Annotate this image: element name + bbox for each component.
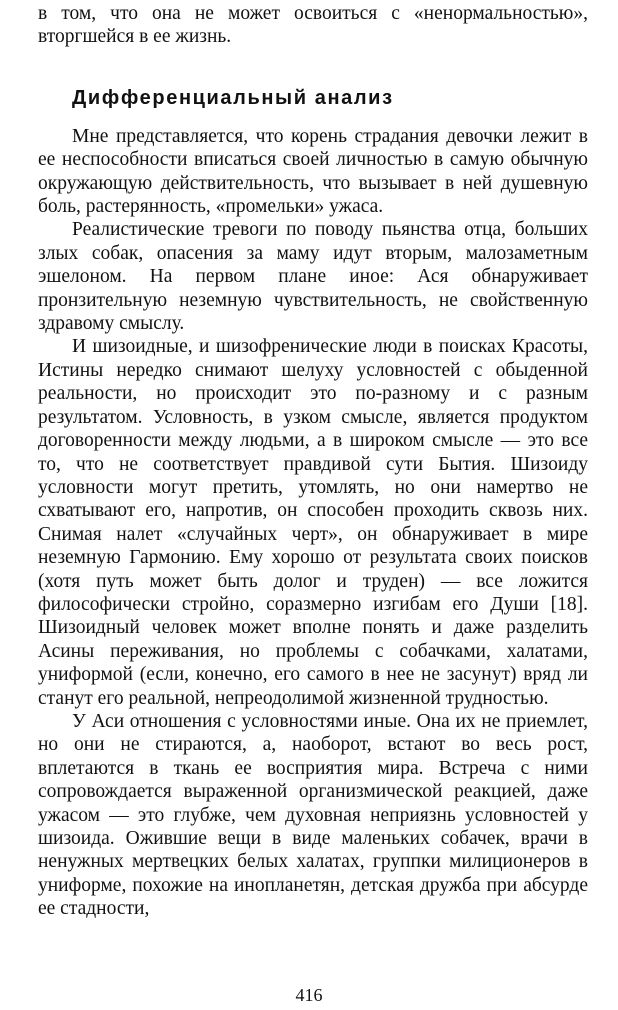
book-page [38, 0, 588, 1010]
paragraph: И шизоидные, и шизофренические люди в поисках Красоты, Истины нередко снимают шелуху условностей с обыденной реальности, но происходит это по-разному и с разным результатом. Условность, в узком смысле, является продуктом договоренности между людьми, а в широком смысле — это все то, что не соответствует правдивой сути Бытия. Шизоиду условности могут претить, утомлять, но они намертво не схватывают его, напротив, он способен проходить сквозь них. Снимая налет «случайных черт», он обнаруживает в мире неземную Гармонию. Ему хорошо от результата своих поисков (хотя путь может быть долог и труден) — все ложится философически стройно, соразмерно изгибам его Души [18]. Шизоидный человек может вполне понять и даже разделить Асины переживания, но проблемы с собачками, халатами, униформой (если, конечно, его самого в нее не засунут) вряд ли станут его реальной, непреодолимой жизненной трудностью. [38, 336, 588, 709]
intro-text: в том, что она не может освоиться с «ненормальностью», вторгшейся в ее жизнь. [38, 3, 588, 48]
paragraph: Мне представляется, что корень страдания девочки лежит в ее неспособности вписаться своей личностью в самую обычную окружающую действительность, что вызывает в ней душевную боль, растерянность, «промельки» ужаса. [38, 125, 588, 218]
paragraph: У Аси отношения с условностями иные. Она их не приемлет, но они не стираются, а, наоборот, встают во весь рост, вплетаются в ткань ее восприятия мира. Встреча с ними сопровождается выраженной организмической реакцией, даже ужасом — это глубже, чем духовная неприязнь условностей у шизоида. Ожившие вещи в виде маленьких собачек, врачи в ненужных мертвецких белых халатах, группки милиционеров в униформе, похожие на инопланетян, детская дружба при абсурде ее стадности, [38, 710, 588, 920]
page-number: 416 [295, 985, 323, 1005]
paragraph: Реалистические тревоги по поводу пьянства отца, больших злых собак, опасения за маму идут вторым, малозаметным эшелоном. На первом плане иное: Ася обнаруживает пронзительную неземную чувствительность, не свойственную здравому смыслу. [38, 219, 588, 335]
section-heading: Дифференциальный анализ [72, 86, 394, 109]
